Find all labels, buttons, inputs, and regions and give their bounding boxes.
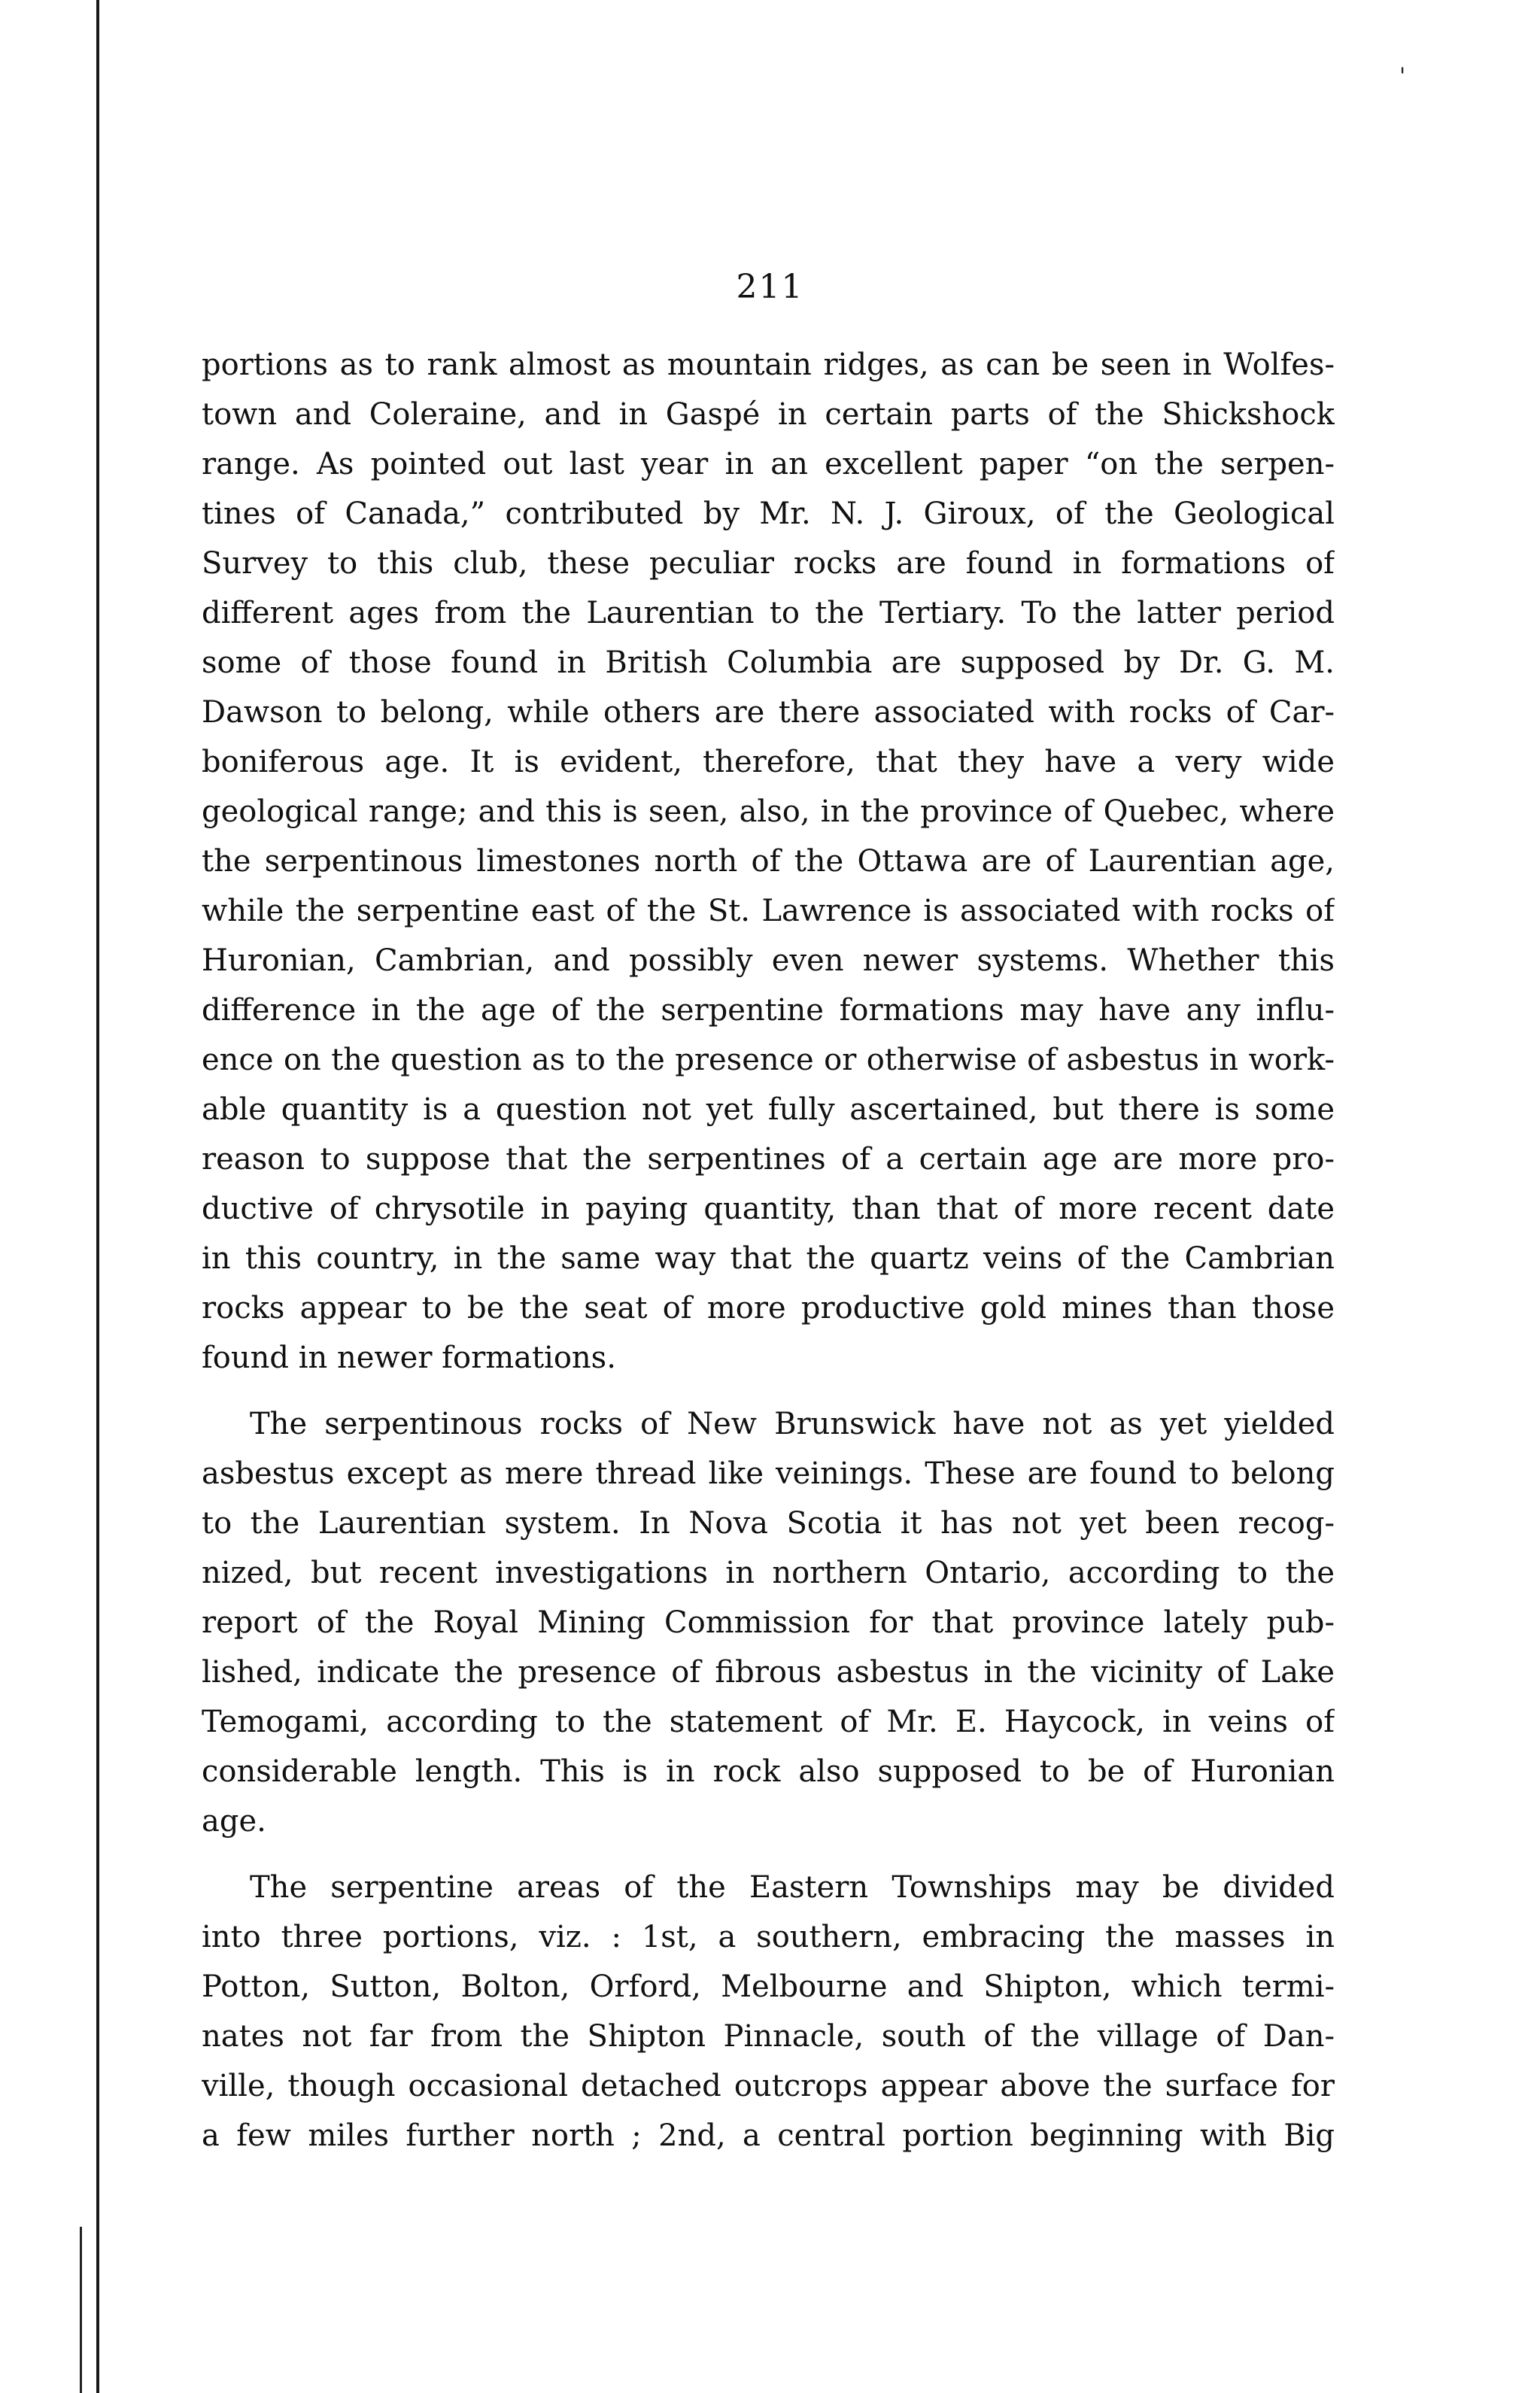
page-number: 211 <box>736 268 804 306</box>
text-line: Dawson to belong, while others are there associated with rocks of Car- <box>202 695 1335 730</box>
page-binding-edge <box>96 0 99 2393</box>
text-line: difference in the age of the serpentine formations may have any influ- <box>202 993 1335 1028</box>
text-line: Potton, Sutton, Bolton, Orford, Melbourne and Shipton, which termi- <box>202 1969 1335 2004</box>
text-line: ence on the question as to the presence or otherwise of asbestus in work- <box>202 1043 1335 1077</box>
corner-mark: ' <box>1399 63 1406 90</box>
text-line: different ages from the Laurentian to the Tertiary. To the latter period <box>202 596 1335 630</box>
text-line: nates not far from the Shipton Pinnacle, south of the village of Dan- <box>202 2019 1335 2054</box>
text-line: town and Coleraine, and in Gaspé in certain parts of the Shickshock <box>202 397 1335 432</box>
text-line: portions as to rank almost as mountain ridges, as can be seen in Wolfes- <box>202 348 1335 382</box>
text-line: considerable length. This is in rock also supposed to be of Huronian <box>202 1754 1335 1789</box>
paragraph-2 <box>202 1399 1335 1846</box>
paragraph-spacer <box>202 1383 1335 1399</box>
text-line: boniferous age. It is evident, therefore, that they have a very wide <box>202 745 1335 779</box>
page-binding-edge-lower <box>80 2227 82 2393</box>
text-line: The serpentine areas of the Eastern Townships may be divided <box>250 1870 1335 1905</box>
paragraph-3 <box>202 1863 1335 2161</box>
text-line: able quantity is a question not yet fully ascertained, but there is some <box>202 1092 1335 1127</box>
text-line: ductive of chrysotile in paying quantity, than that of more recent date <box>202 1192 1335 1226</box>
text-line: report of the Royal Mining Commission for that province lately pub- <box>202 1605 1335 1640</box>
text-line: tines of Canada,” contributed by Mr. N. J. Giroux, of the Geological <box>202 497 1335 531</box>
paragraph-1 <box>202 340 1335 1383</box>
text-line: asbestus except as mere thread like veinings. These are found to belong <box>202 1456 1335 1491</box>
text-line: some of those found in British Columbia are supposed by Dr. G. M. <box>202 645 1335 680</box>
text-line: range. As pointed out last year in an excellent paper “on the serpen- <box>202 447 1335 481</box>
text-line: geological range; and this is seen, also, in the province of Quebec, where <box>202 794 1335 829</box>
text-line: into three portions, viz. : 1st, a southern, embracing the masses in <box>202 1920 1335 1954</box>
text-line: ville, though occasional detached outcrops appear above the surface for <box>202 2069 1335 2103</box>
text-line: The serpentinous rocks of New Brunswick have not as yet yielded <box>250 1407 1335 1441</box>
paragraph-spacer <box>202 1846 1335 1863</box>
text-line: in this country, in the same way that the quartz veins of the Cambrian <box>202 1241 1335 1276</box>
text-line: a few miles further north ; 2nd, a central portion beginning with Big <box>202 2118 1335 2153</box>
text-line: Huronian, Cambrian, and possibly even newer systems. Whether this <box>202 943 1335 978</box>
text-line: age. <box>202 1804 266 1839</box>
text-line: while the serpentine east of the St. Lawrence is associated with rocks of <box>202 894 1335 928</box>
text-line: Temogami, according to the statement of Mr. E. Haycock, in veins of <box>202 1705 1335 1739</box>
text-line: reason to suppose that the serpentines of a certain age are more pro- <box>202 1142 1335 1177</box>
text-line: to the Laurentian system. In Nova Scotia it has not yet been recog- <box>202 1506 1335 1541</box>
text-line: found in newer formations. <box>202 1341 616 1375</box>
text-line: rocks appear to be the seat of more productive gold mines than those <box>202 1291 1335 1326</box>
text-line: Survey to this club, these peculiar rocks are found in formations of <box>202 546 1335 581</box>
text-line: lished, indicate the presence of fibrous asbestus in the vicinity of Lake <box>202 1655 1335 1690</box>
text-line: the serpentinous limestones north of the Ottawa are of Laurentian age, <box>202 844 1335 879</box>
body-text <box>202 340 1335 2161</box>
text-line: nized, but recent investigations in northern Ontario, according to the <box>202 1556 1335 1590</box>
